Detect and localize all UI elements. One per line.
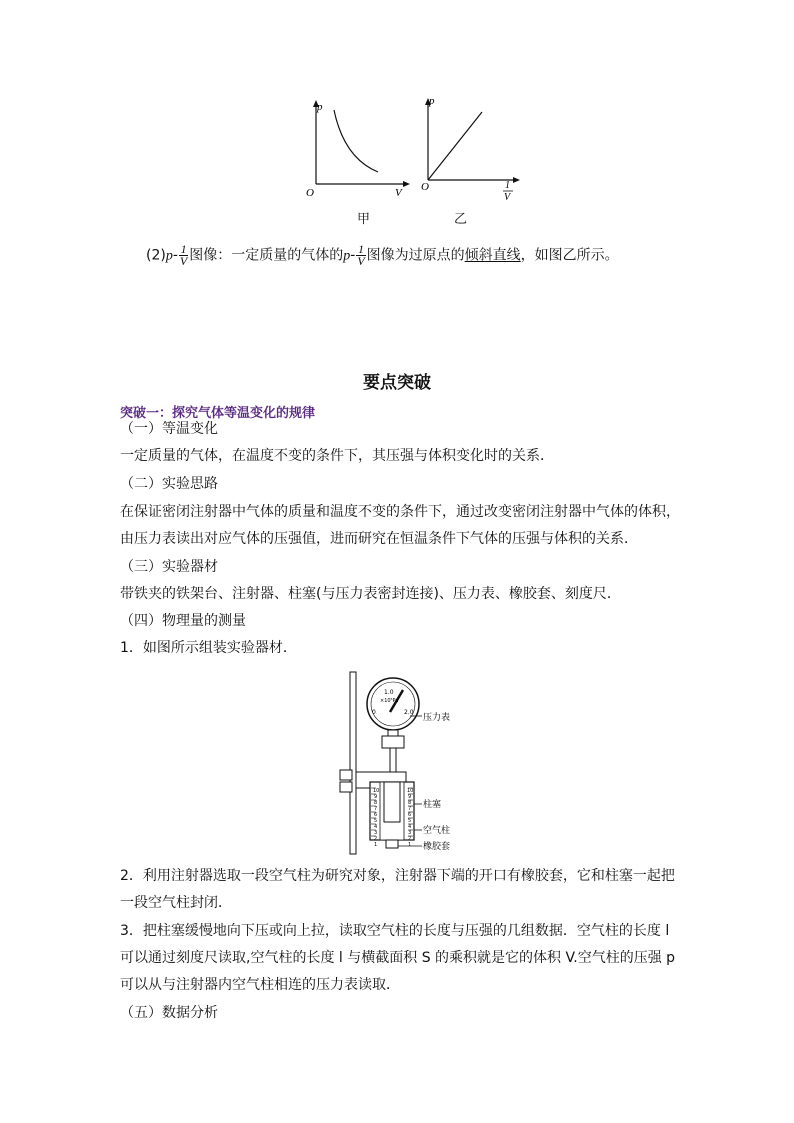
label-rubber-cap: 橡胶套 (423, 842, 451, 852)
y-label: p (317, 101, 323, 113)
text-mid: 图像：一定质量的气体的 (189, 247, 344, 264)
scale-left-2: 2 (374, 836, 378, 842)
graph-jia-svg (296, 96, 416, 200)
scale-right-6: 6 (408, 812, 412, 818)
item-number: (2) (146, 247, 166, 264)
caption-jia: 甲 (357, 212, 371, 227)
clamp-knob-top (340, 770, 352, 780)
paragraph-14: （五）数据分析 (120, 1005, 218, 1021)
rubber-cap (386, 840, 398, 848)
scale-left-6: 6 (374, 812, 378, 818)
scale-left-7: 7 (374, 806, 378, 812)
scale-right-1: 1 (408, 842, 412, 848)
apparatus-diagram (330, 664, 480, 856)
p-1-v-description (146, 244, 619, 267)
text-mid-2: 图像为过原点的 (366, 247, 465, 264)
graph-yi-svg (412, 92, 532, 204)
plunger (384, 782, 400, 822)
label-air-column: 空气柱 (423, 826, 451, 836)
scale-right-10: 10 (407, 788, 414, 794)
gauge-tick-2: 2.0 (404, 709, 414, 716)
scale-left-3: 3 (374, 830, 378, 836)
gauge-tick-0: 0 (372, 709, 376, 716)
origin-label: O (421, 181, 429, 193)
paragraph-1: 一定质量的气体，在温度不变的条件下，其压强与体积变化时的关系． (120, 448, 554, 464)
pressure-gauge (367, 678, 419, 730)
fraction-num-2: 1 (357, 242, 364, 256)
scale-left-10: 10 (373, 788, 380, 794)
paragraph-4: 由压力表读出对应气体的压强值，进而研究在恒温条件下气体的压强与体积的关系． (120, 531, 638, 547)
fraction-den: V (179, 254, 188, 268)
x-arrow (513, 177, 520, 183)
fraction-1-v (179, 244, 188, 267)
apparatus-svg (330, 664, 480, 856)
dash-2: - (350, 247, 356, 264)
scale-right-9: 9 (408, 794, 412, 800)
paragraph-7: （四）物理量的测量 (120, 613, 246, 629)
scale-left-8: 8 (374, 800, 378, 806)
graph-jia (296, 96, 416, 200)
stand-rod (350, 672, 356, 854)
label-plunger: 柱塞 (423, 800, 442, 810)
dash: - (172, 247, 178, 264)
text-end: ，如图乙所示。 (520, 247, 619, 264)
label-pressure-gauge: 压力表 (423, 713, 451, 723)
x-label-den: V (504, 192, 511, 203)
origin-label: O (306, 187, 314, 199)
paragraph-13: 可以从与注射器内空气柱相连的压力表读取． (120, 977, 400, 993)
paragraph-8: 1．如图所示组装实验器材． (120, 640, 297, 656)
y-label: p (429, 95, 435, 107)
paragraph-5: （三）实验器材 (120, 559, 218, 575)
paragraph-9: 2．利用注射器选取一段空气柱为研究对象，注射器下端的开口有橡胶套，它和柱塞一起把 (120, 868, 675, 884)
paragraph-10: 一段空气柱封闭． (120, 895, 232, 911)
paragraph-2: （二）实验思路 (120, 476, 218, 492)
p-symbol-2: p (343, 248, 351, 264)
paragraph-11: 3．把柱塞缓慢地向下压或向上拉，读取空气柱的长度与压强的几组数据．空气柱的长度 l (120, 923, 670, 939)
straight-line (428, 112, 482, 180)
fraction-num: 1 (180, 242, 187, 256)
x-arrow (403, 181, 410, 187)
paragraph-6: 带铁夹的铁架台、注射器、柱塞(与压力表密封连接)、压力表、橡胶套、刻度尺． (120, 586, 621, 602)
scale-left-1: 1 (374, 842, 378, 848)
gauge-tick-1: 1.0 (384, 689, 394, 696)
gauge-stem (388, 730, 398, 736)
scale-left-5: 5 (374, 818, 378, 824)
scale-right-8: 8 (408, 800, 412, 806)
x-label: V (395, 187, 402, 199)
scale-right-2: 2 (408, 836, 412, 842)
paragraph-12: 可以通过刻度尺读取,空气柱的长度 l 与横截面积 S 的乘积就是它的体积 V.空气柱的压强 p (120, 950, 676, 966)
gauge-unit: ×10⁵Pa (380, 698, 399, 704)
plunger-rod (390, 748, 396, 772)
subsection-heading: 突破一：探究气体等温变化的规律 (120, 406, 316, 421)
paragraph-0: （一）等温变化 (120, 421, 218, 437)
gauge-nut (382, 736, 404, 748)
scale-right-4: 4 (408, 824, 412, 830)
scale-left-9: 9 (374, 794, 378, 800)
paragraph-3: 在保证密闭注射器中气体的质量和温度不变的条件下，通过改变密闭注射器中气体的体积， (120, 504, 680, 520)
p-symbol: p (165, 248, 173, 264)
underlined-term: 倾斜直线 (464, 247, 521, 264)
fraction-den-2: V (357, 254, 365, 268)
scale-right-5: 5 (408, 818, 412, 824)
fraction-1-v-2 (356, 244, 365, 267)
caption-yi: 乙 (454, 212, 468, 227)
hyperbola-curve (334, 110, 378, 172)
scale-right-3: 3 (408, 830, 412, 836)
x-label-num: 1 (505, 180, 510, 191)
section-title: 要点突破 (363, 373, 431, 393)
clamp-knob-bottom (340, 782, 352, 792)
graph-yi (412, 92, 532, 204)
scale-right-7: 7 (408, 806, 412, 812)
scale-left-4: 4 (374, 824, 378, 830)
